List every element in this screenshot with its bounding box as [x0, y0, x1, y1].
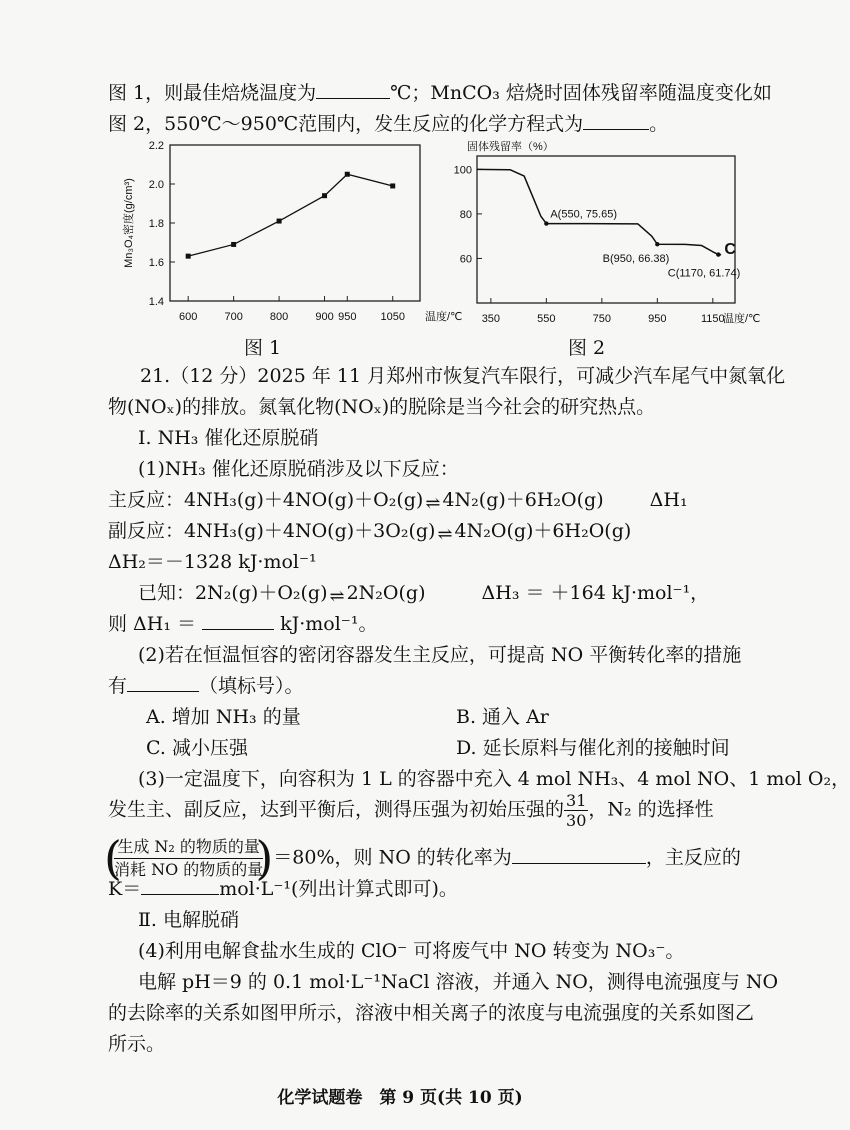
annotation-label: B(950, 66.38)	[602, 253, 670, 266]
x-tick-label: 1050	[380, 311, 405, 323]
annotation-point	[544, 221, 548, 225]
equilibrium-arrow-icon: ⇌	[329, 586, 345, 607]
q21-part4-line3: 的去除率的关系如图甲所示，溶液中相关离子的浓度与电流强度的关系如图乙	[108, 1002, 755, 1024]
q21-part3: (3)一定温度下，向容积为 1 L 的容器中充入 4 mol NH₃、4 mol NO、1 mol O₂，	[138, 768, 850, 790]
q21-part4-line2: 电解 pH＝9 的 0.1 mol·L⁻¹NaCl 溶液，并通入 NO，测得电流强度与 NO	[138, 971, 779, 993]
q21-part1: (1)NH₃ 催化还原脱硝涉及以下反应：	[138, 458, 459, 480]
question-text: （填标号）。	[199, 675, 304, 697]
option-a: A. 增加 NH₃ 的量	[146, 706, 301, 728]
y-tick-label: 60	[459, 253, 472, 266]
y-tick-label: 1.4	[148, 296, 164, 308]
y-tick-label: 2.0	[148, 179, 164, 191]
reaction-lhs: 主反应：4NH₃(g)＋4NO(g)＋O₂(g)	[108, 489, 424, 511]
annotation-label: A(550, 75.65)	[550, 208, 618, 221]
page-footer: 化学试题卷 第 9 页(共 10 页)	[277, 1088, 523, 1108]
q21-part2: (2)若在恒温恒容的密闭容器发生主反应，可提高 NO 平衡转化率的措施	[138, 644, 742, 666]
data-point	[345, 172, 350, 177]
answer-blank[interactable]	[512, 845, 646, 864]
figure-1-caption: 图 1	[244, 337, 282, 359]
question-text: kJ·mol⁻¹。	[280, 613, 378, 635]
intro-text: 。	[649, 113, 669, 135]
data-point	[322, 193, 327, 198]
y-axis-label: 固体残留率（%）	[467, 141, 554, 153]
y-tick-label: 100	[453, 164, 472, 177]
answer-blank[interactable]	[583, 111, 649, 130]
main-reaction	[108, 485, 688, 514]
x-tick-label: 1150	[700, 313, 725, 325]
reaction-rhs: 2N₂O(g)	[346, 582, 426, 604]
figure-2-chart	[453, 138, 761, 342]
equilibrium-arrow-icon: ⇌	[425, 493, 441, 514]
figure-2-caption: 图 2	[568, 337, 606, 359]
q21-part3-line4	[108, 874, 458, 901]
question-text: ＝80%，则 NO 的转化率为	[273, 846, 512, 869]
pressure-fraction	[564, 791, 588, 830]
question-text: ，N₂ 的选择性	[588, 798, 714, 821]
question-text: ，主反应的	[645, 846, 741, 869]
q21-part4: (4)利用电解食盐水生成的 ClO⁻ 可将废气中 NO 转变为 NO₃⁻。	[138, 940, 685, 962]
data-point	[186, 254, 191, 259]
side-reaction	[108, 516, 631, 545]
q21-heading: 21.（12 分）2025 年 11 月郑州市恢复汽车限行，可减少汽车尾气中氮氧化	[140, 365, 786, 387]
q21-part3-line2	[108, 791, 714, 830]
q21-part2-cont	[108, 671, 304, 698]
delta-h3-value: ΔH₃ ＝ ＋164 kJ·mol⁻¹，	[481, 582, 710, 604]
x-axis-label: 温度/℃	[723, 313, 761, 325]
y-tick-label: 80	[459, 208, 472, 221]
data-point	[277, 219, 282, 224]
x-tick-label: 800	[269, 311, 289, 323]
x-tick-label: 350	[481, 313, 501, 325]
option-d: D. 延长原料与催化剂的接触时间	[456, 737, 730, 759]
fraction-numerator: 31	[566, 791, 587, 810]
reaction-lhs: 已知：2N₂(g)＋O₂(g)	[138, 582, 328, 604]
delta-h1-question	[108, 609, 377, 636]
section-2-title: Ⅱ. 电解脱硝	[138, 909, 239, 931]
intro-text: ℃；MnCO₃ 焙烧时固体残留率随温度变化如	[390, 82, 772, 104]
x-tick-label: 750	[592, 313, 612, 325]
q21-part4-line4: 所示。	[108, 1033, 166, 1055]
answer-blank[interactable]	[127, 673, 199, 692]
plot-frame	[477, 156, 735, 303]
data-point	[390, 183, 395, 188]
reaction-rhs: 4N₂O(g)＋6H₂O(g)	[454, 520, 632, 542]
intro-text: 图 1，则最佳焙烧温度为	[108, 82, 317, 104]
series-line	[188, 174, 393, 256]
annotation-point	[655, 242, 659, 246]
annotation-label: C(1170, 61.74)	[667, 267, 741, 280]
answer-blank[interactable]	[316, 80, 390, 99]
curve-marker-label: C	[724, 241, 736, 259]
x-tick-label: 550	[537, 313, 556, 325]
known-reaction	[138, 578, 709, 607]
plot-frame	[170, 145, 420, 301]
delta-h1-label: ΔH₁	[649, 489, 688, 511]
intro-text: 图 2，550℃～950℃范围内，发生反应的化学方程式为	[108, 113, 584, 135]
x-tick-label: 900	[315, 311, 334, 323]
question-text: 发生主、副反应，达到平衡后，测得压强为初始压强的	[108, 798, 565, 821]
fraction-numerator: ( 生成 N₂ 的物质的量	[114, 836, 263, 859]
x-tick-label: 950	[648, 313, 667, 325]
x-axis-label: 温度/℃	[425, 311, 463, 323]
fraction-denominator: 30	[566, 811, 587, 830]
question-text: K＝	[108, 878, 142, 900]
delta-h2-value: ΔH₂＝－1328 kJ·mol⁻¹	[108, 551, 317, 573]
x-tick-label: 950	[338, 311, 357, 323]
x-tick-label: 600	[179, 311, 198, 323]
figure-2-svg	[453, 138, 761, 338]
section-1-title: Ⅰ. NH₃ 催化还原脱硝	[138, 427, 319, 449]
y-axis-label: Mn₃O₄密度(g/cm³)	[123, 178, 135, 268]
question-text: mol·L⁻¹(列出计算式即可)。	[219, 878, 458, 900]
answer-blank[interactable]	[141, 876, 219, 895]
y-tick-label: 2.2	[148, 140, 164, 152]
question-text: 则 ΔH₁ ＝	[108, 613, 196, 635]
y-tick-label: 1.8	[148, 218, 164, 230]
data-point	[231, 242, 236, 247]
reaction-lhs: 副反应：4NH₃(g)＋4NO(g)＋3O₂(g)	[108, 520, 436, 542]
intro-line-1	[108, 78, 772, 105]
answer-blank[interactable]	[202, 611, 274, 630]
fraction-denominator: 消耗 NO 的物质的量	[114, 860, 264, 879]
annotation-point	[716, 252, 720, 256]
equilibrium-arrow-icon: ⇌	[437, 524, 453, 545]
option-c: C. 减小压强	[146, 737, 248, 759]
x-tick-label: 700	[224, 311, 243, 323]
intro-line-2	[108, 109, 668, 136]
reaction-rhs: 4N₂(g)＋6H₂O(g)	[442, 489, 604, 511]
question-text: 有	[108, 675, 128, 697]
q21-heading-cont: 物(NOₓ)的排放。氮氧化物(NOₓ)的脱除是当今社会的研究热点。	[108, 396, 656, 418]
y-tick-label: 1.6	[148, 257, 164, 269]
option-b: B. 通入 Ar	[456, 706, 549, 728]
